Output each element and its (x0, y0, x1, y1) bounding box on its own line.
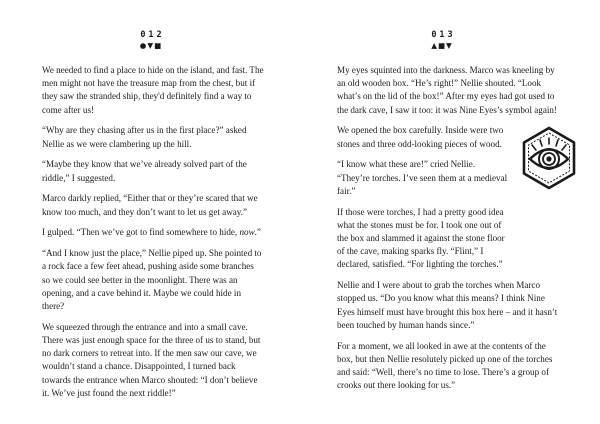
paragraph: “Maybe they know that we’ve already solved part of the riddle,” I suggested. (42, 159, 247, 183)
paragraph: “And I know just the place,” Nellie piped up. She pointed to a rock face a few feet ahead, pushing aside some branches so we could see better in the moonlight. There was an opening, and a cave behind it. Maybe we could hide in there? (42, 248, 262, 312)
paragraph: “Why are they chasing after us in the first place?” asked Nellie as we were clambering up the hill. (42, 125, 247, 149)
page-folio (422, 31, 462, 50)
paragraph: We squeezed through the entrance and into a small cave. There was just enough space for the three of us to stand, but no dark corners to retreat into. If the men saw our cave, we wouldn’t stand a chance. Disappointed, I turned back towards the entrance when Marco shouted: “I don’t believe it. We’ve just found the next riddle!” (42, 321, 261, 398)
paragraph-text: If those were torches, I had a pretty good idea what the stones must be for. I took one out of the box and slammed it against the stone floor of the cave, making sparks fly. “Flint,” I declared, satisfied. “For lighting the torches.” (337, 206, 505, 270)
folio-symbols: ▲■▼ (431, 41, 453, 50)
page-text (42, 64, 264, 408)
right-page (300, 0, 600, 424)
paragraph: Nellie and I were about to grab the torches when Marco stopped us. “Do you know what this means? I think Nine Eyes himself must have brought this box here – and it hasn’t been touched by human hands since.” (337, 280, 558, 330)
paragraph (337, 206, 509, 272)
paragraph: We opened the box carefully. Inside were two stones and three odd-looking pieces of wood. (337, 125, 504, 149)
paragraph: My eyes squinted into the darkness. Marco was kneeling by an old wooden box. “He’s right!” Nellie shouted. “Look what’s on the lid of the box!” After my eyes had got used to the dark cave, I saw it too: it was Nine Eyes’s symbol again! (337, 65, 557, 115)
page-number: 012 (140, 30, 165, 40)
paragraph: For a moment, we all looked in awe at the contents of the box, but then Nellie resolutely picked up one of the torches and said: “Well, there’s no time to lose. There’s a group of crooks out there looking for us.” (337, 340, 553, 391)
paragraph: We needed to find a place to hide on the island, and fast. The men might not have the treasure map from the chest, but if they saw the stranded ship, they'd definitely find a way to come after us! (42, 65, 264, 115)
paragraph: Marco darkly replied, “Either that or they’re scared that we know too much, and they don’t want to let us get away.” (42, 193, 258, 217)
emphasis-text: now (239, 227, 255, 238)
page-number: 013 (431, 30, 456, 40)
paragraph-text: I gulped. “Then we’ve got to find somewhere to hide, (42, 227, 240, 238)
folio-symbols: ●▼■ (139, 41, 163, 50)
page-folio (131, 31, 171, 50)
paragraph (42, 226, 264, 239)
paragraph: “I know what these are!” cried Nellie. “They’re torches. I’ve seen them at a medieval fair.” (337, 159, 508, 196)
page-text (337, 64, 561, 400)
paragraph-text-end: .” (254, 227, 261, 238)
